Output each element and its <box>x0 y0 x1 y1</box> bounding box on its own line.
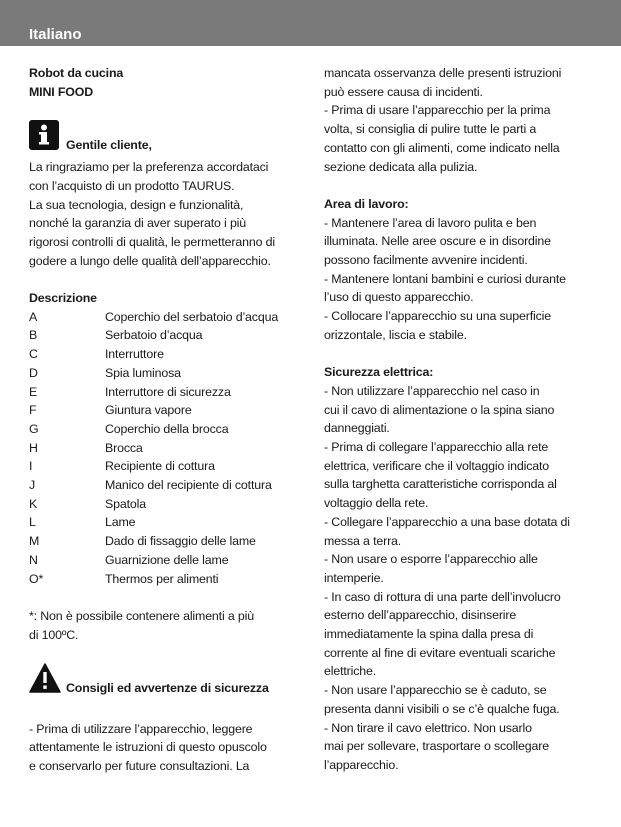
part-item <box>29 345 297 364</box>
part-name: Serbatoio d’acqua <box>105 328 203 343</box>
part-letter: D <box>29 365 38 380</box>
part-item <box>29 457 297 476</box>
work-area-text: - Mantenere l’area di lavoro pulita e ben illuminata. Nelle aree oscure e in disordine possono facilmente avvenire incidenti. - Mantenere lontani bambini e curiosi durante l’uso di questo apparecchio. - Collocare l’apparecchio su una superficie orizzontale, liscia e stabile. <box>324 215 566 342</box>
product-model: MINI FOOD <box>29 84 94 99</box>
part-name: Interruttore di sicurezza <box>105 384 231 399</box>
part-letter: O* <box>29 571 44 586</box>
product-type: Robot da cucina <box>29 66 124 80</box>
footnote: *: Non è possibile contenere alimenti a più di 100ºC. <box>29 608 254 642</box>
part-item <box>29 383 297 402</box>
safety-intro: - Prima di utilizzare l’apparecchio, leggere attentamente le istruzioni di questo opuscolo e conservarlo per future consultazioni. La <box>29 721 267 774</box>
part-item <box>29 551 297 570</box>
part-item <box>29 570 297 589</box>
electrical-text: - Non utilizzare l’apparecchio nel caso in cui il cavo di alimentazione o la spina siano danneggiati. - Prima di collegare l’apparecchio alla rete elettrica, verificare che il voltaggio indicato sulla targhetta caratteristiche corrisponda al voltaggio della rete. - Collegare l’apparecchio a una base dotata di messa a terra. - Non usare o esporre l’apparecchio alle intemperie. - In caso di rottura di una parte dell’involucro esterno dell’apparecchio, disinserire immediatamente la spina dalla presa di corrente al fine di evitare eventuali scariche elettriche. - Non usare l’apparecchio se è caduto, se presenta danni visibili o se c’è qualche fuga. - Non tirare il cavo elettrico. Non usarlo mai per sollevare, trasportare o scollegare l’apparecchio. <box>324 383 570 772</box>
part-item <box>29 420 297 439</box>
part-item <box>29 513 297 532</box>
description-heading: Descrizione <box>29 291 97 305</box>
part-name: Lame <box>105 515 136 530</box>
part-item <box>29 308 297 327</box>
part-item <box>29 495 297 514</box>
warning-icon <box>29 663 61 693</box>
part-name: Guarnizione delle lame <box>105 552 229 567</box>
work-area-heading: Area di lavoro: <box>324 196 409 211</box>
part-letter: G <box>29 421 39 436</box>
part-item <box>29 476 297 495</box>
part-letter: I <box>29 459 33 474</box>
part-name: Thermos per alimenti <box>105 571 219 586</box>
safety-continuation: mancata osservanza delle presenti istruzioni può essere causa di incidenti. - Prima di usare l’apparecchio per la prima volta, si consiglia di pulire tutte le parti a contatto con gli alimenti, come indicato nella sezione dedicata alla pulizia. <box>324 66 562 174</box>
part-item <box>29 439 297 458</box>
safety-heading-block <box>29 663 297 701</box>
part-letter: N <box>29 552 38 567</box>
part-letter: L <box>29 515 36 530</box>
part-name: Giuntura vapore <box>105 403 192 418</box>
part-letter: M <box>29 534 40 549</box>
part-letter: J <box>29 478 36 493</box>
safety-heading: Consigli ed avvertenze di sicurezza <box>66 681 269 696</box>
left-column <box>29 64 297 776</box>
part-item <box>29 364 297 383</box>
language-bar <box>0 0 621 46</box>
part-name: Spatola <box>105 496 146 511</box>
part-name: Coperchio del serbatoio d’acqua <box>105 309 279 324</box>
part-name: Brocca <box>105 440 143 455</box>
part-item <box>29 532 297 551</box>
part-item <box>29 401 297 420</box>
language-label: Italiano <box>29 26 82 43</box>
part-letter: K <box>29 496 38 511</box>
part-letter: B <box>29 328 38 343</box>
info-icon <box>29 120 59 150</box>
part-letter: H <box>29 440 38 455</box>
part-letter: F <box>29 403 37 418</box>
right-column <box>324 64 596 775</box>
part-name: Dado di fissaggio delle lame <box>105 534 256 549</box>
greeting-block <box>29 120 297 158</box>
part-name: Recipiente di cottura <box>105 459 215 474</box>
part-name: Spia luminosa <box>105 365 181 380</box>
part-letter: C <box>29 347 38 362</box>
part-letter: A <box>29 309 38 324</box>
part-name: Coperchio della brocca <box>105 421 229 436</box>
parts-list <box>29 308 297 589</box>
part-name: Interruttore <box>105 347 164 362</box>
electrical-heading: Sicurezza elettrica: <box>324 365 434 380</box>
part-item <box>29 326 297 345</box>
part-name: Manico del recipiente di cottura <box>105 478 272 493</box>
greeting: Gentile cliente, <box>66 138 152 153</box>
part-letter: E <box>29 384 38 399</box>
intro-text: La ringraziamo per la preferenza accordataci con l’acquisto di un prodotto TAURUS. La sua tecnologia, design e funzionalità, nonché la garanzia di aver superato i più rigorosi controlli di qualità, le permetteranno di godere a lungo delle qualità dell’apparecchio. <box>29 160 275 268</box>
